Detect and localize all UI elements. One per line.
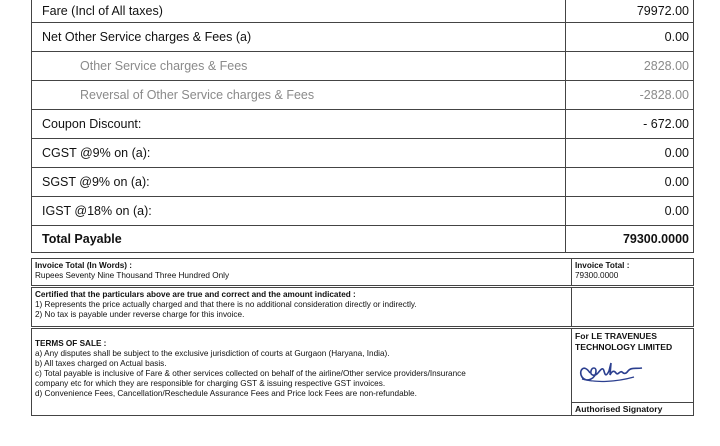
- row-label: SGST @9% on (a):: [32, 167, 566, 196]
- invoice-words-text: Rupees Seventy Nine Thousand Three Hundred Only: [35, 271, 230, 280]
- row-label: IGST @18% on (a):: [32, 196, 566, 225]
- terms-line: c) Total payable is inclusive of Fare & other services collected on behalf of the airline/Other service providers/Insurance: [35, 369, 466, 378]
- row-label: Net Other Service charges & Fees (a): [32, 22, 566, 51]
- invoice-words-heading: Invoice Total (In Words) :: [35, 261, 133, 270]
- signatory-firm-line1: For LE TRAVENUES: [575, 331, 657, 341]
- fare-row: [32, 22, 694, 51]
- fare-table: [31, 0, 694, 253]
- signature-image: [576, 357, 656, 385]
- signatory-block: [572, 329, 693, 415]
- fare-row: [32, 0, 694, 22]
- row-label: Coupon Discount:: [32, 109, 566, 138]
- terms-box: [31, 328, 694, 416]
- row-label: Total Payable: [32, 225, 566, 252]
- terms-line: company etc for which they are responsible for charging GST & issuing respective GST invoices.: [35, 379, 386, 388]
- row-label: Fare (Incl of All taxes): [32, 0, 566, 22]
- row-amount: 79300.0000: [566, 225, 694, 252]
- fare-row: [32, 167, 694, 196]
- total-payable-row: [32, 225, 694, 252]
- terms-heading: TERMS OF SALE :: [35, 339, 107, 348]
- terms-line: d) Convenience Fees, Cancellation/Reschedule Assurance Fees and Price lock Fees are non-refundable.: [35, 389, 417, 398]
- terms-line: b) All taxes charged on Actual basis.: [35, 359, 167, 368]
- row-label: Reversal of Other Service charges & Fees: [32, 80, 566, 109]
- invoice-total-heading: Invoice Total :: [575, 261, 630, 270]
- signatory-caption: Authorised Signatory: [575, 404, 663, 414]
- certification-box: [31, 287, 694, 327]
- row-amount: 0.00: [566, 138, 694, 167]
- row-label: Other Service charges & Fees: [32, 51, 566, 80]
- fare-row: [32, 51, 694, 80]
- terms-line: a) Any disputes shall be subject to the exclusive jurisdiction of courts at Gurgaon (Haryana, India).: [35, 349, 390, 358]
- certification-line: 1) Represents the price actually charged and that there is no additional consideration directly or indirectly.: [35, 300, 417, 309]
- invoice-total-value: 79300.0000: [575, 271, 619, 280]
- row-amount: - 672.00: [566, 109, 694, 138]
- fare-row: [32, 196, 694, 225]
- row-amount: 0.00: [566, 22, 694, 51]
- row-amount: 2828.00: [566, 51, 694, 80]
- certification-line: 2) No tax is payable under reverse charge for this invoice.: [35, 310, 245, 319]
- fare-row: [32, 109, 694, 138]
- row-amount: 79972.00: [566, 0, 694, 22]
- signatory-firm-line2: TECHNOLOGY LIMITED: [575, 341, 673, 352]
- fare-row: [32, 138, 694, 167]
- row-label: CGST @9% on (a):: [32, 138, 566, 167]
- fare-row: [32, 80, 694, 109]
- fare-summary: [31, 0, 694, 253]
- certification-heading: Certified that the particulars above are true and correct and the amount indicated :: [35, 290, 356, 299]
- invoice-words-box: [31, 258, 694, 286]
- row-amount: 0.00: [566, 167, 694, 196]
- row-amount: -2828.00: [566, 80, 694, 109]
- row-amount: 0.00: [566, 196, 694, 225]
